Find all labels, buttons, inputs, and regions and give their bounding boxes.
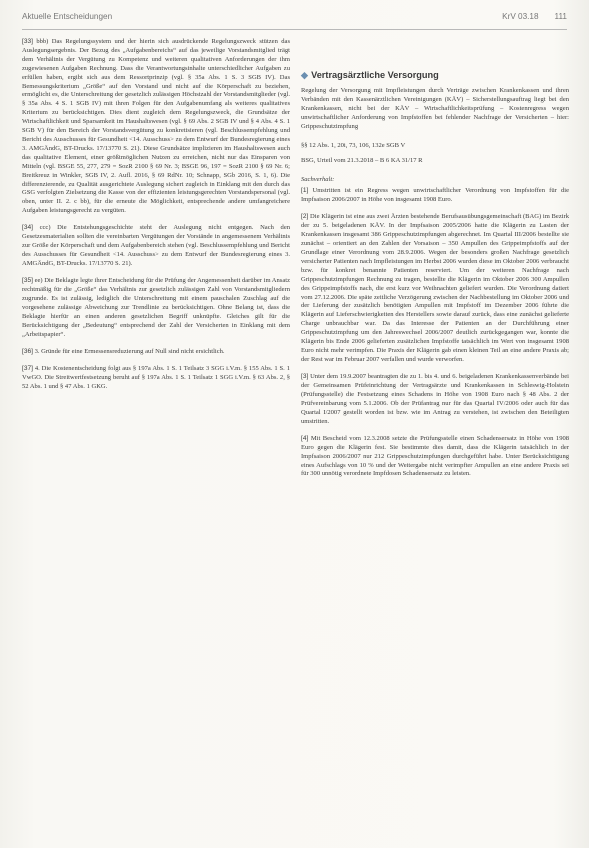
paragraph-text: Mit Bescheid vom 12.3.2008 setzte die Prüfungsstelle einen Schadensersatz in Höhe von 1908 Euro gegen die Klägerin fest. Sie bestimmte dies damit, dass die Klägerin tatsächlich in der Impfsaison 2006/2007 nur 212 Grippeschutzimpfungen durchgeführt habe. Unter Berücksichtigung eines Aufschlags von 10 % und der Weitergabe nicht verimpfter Ampullen an eine andere Praxis sei für 300 unnötig verordnete Impfdosen Schadensersatz zu leisten. — [301, 434, 570, 478]
paragraph-text: ccc) Die Entstehungsgeschichte steht der Auslegung nicht entgegen. Nach den Gesetzesmaterialien sollten die vereinbarten Vergütungen der Vorstände in angemessenem Verhältnis zur Größe der Körperschaft und dem Aufgabenbereich stehen (vgl. Beschlussempfehlung und Bericht des Ausschusses für Gesundheit <14. Ausschuss> zu dem Entwurf der Bundesregierung eines 3. AMGÄndG, BT-Drucks. 17/13770 S. 21). — [22, 224, 291, 268]
paragraph-number: [1] — [301, 187, 309, 195]
paragraph — [301, 213, 569, 364]
paragraph-text: bbb) Das Regelungssystem und der hierin sich ausdrückende Regelungszweck stützen das Auslegungsergebnis. Der Bezug des „Aufgabenbereichs“ auf das jeweilige Vorstandsmitglied trägt dem Verhältnis der Vergütung zu Kompetenz und weiteren qualitativen Anforderungen der ihm zugewiesenen Aufgaben Rechnung. Dass die Verantwortungsinhalte unterschiedlicher Aufgaben zu erfüllen haben, ergibt sich aus dem Ressortprinzip (vgl. § 35a Abs. 1 S. 3 SGB IV). Das Bemessungskriterium „Größe“ auf den Vorstand und nicht auf die Körperschaft zu beziehen, ermöglicht es, die Unterschreitung der gesetzlich zulässigen Höchstzahl der Vorstandsmitglieder (vgl. § 35a Abs. 4 S. 1 SGB IV) mit ihren Folgen für den Aufgabenumfang als weiteres qualitatives Kriterium zu berücksichtigen. Dies dient zugleich dem Regelungszweck, die Grundsätze der Wirtschaftlichkeit und Sparsamkeit im Haushaltswesen (vgl. § 69 Abs. 2 SGB IV und § 4 Abs. 4 S. 1 SGB V) für den Bereich der Vorstandsvergütung zu konkretisieren (vgl. Beschlussempfehlung und Bericht des Ausschusses für Gesundheit <14. Ausschuss> zu dem Entwurf der Bundesregierung eines 3. AMGÄndG, BT-Drucks. 17/13770 S. 21). Diese Grundsätze implizieren im Haushaltswesen auch das qualitative Element, einer größtmöglichen Nutzen zu erreichen, nicht nur das Einsparen von Mitteln (vgl. BSGE 55, 277, 279 = SozR 2100 § 69 Nr. 3; BSGE 96, 197 = SozR 2100 § 69 Nr. 6; Breitkreuz in Winkler, SGB IV, 2. Aufl. 2016, § 69 RdNr. 10; Schnapp, SGb 2016, S. 1, 6). Die differenzierende, zu Qualität ausgerichtete Auslegung sichert zugleich in Einklang mit den durch das GSG verfolgten Zielsetzung die Kasse von der effizienten leistungsgerechten Vorstandspersonal (vgl. oben, unter II. 2. c bb), für die erneute die Möglichkeit, entsprechende andere umfangreichere Aufgaben leistungsgerecht zu vergüten. — [22, 38, 290, 215]
running-head-journal — [502, 12, 567, 21]
facts-heading: Sachverhalt: — [301, 176, 335, 184]
paragraph-number: [33] — [22, 38, 33, 45]
paragraph — [22, 38, 290, 216]
headnote: Regelung der Versorgung mit Impfleistungen durch Verträge zwischen Krankenkassen und ihren Verbänden mit den Kassenärztlichen Vereinigungen (KÄV) – Sicherstellungsauftrag liegt bei den Krankenkassen, nicht bei der KÄV – Wirtschaftlichkeitsprüfung – Kostenregress wegen unwirtschaftlicher Anforderung von Impfstoffen bei fehlender Nachfrage der Versicherten – hier: Grippeschutzimpfung — [301, 87, 569, 130]
case-reference: BSG, Urteil vom 21.3.2018 – B 6 KA 31/17 R — [301, 157, 423, 165]
running-head-section: Aktuelle Entscheidungen — [22, 12, 113, 21]
paragraph-text: ee) Die Beklagte legte ihrer Entscheidung für die Prüfung der Angemessenheit darüber im Ansatz rechtmäßig für die „Größe“ das Verhältnis zur gesetzlich zulässigen Zahl von Vorstandsmitgliedern zugrunde. Es ist zulässig, lediglich die Unterschreitung mit einem pauschalen Zuschlag auf die vorgesehene zulässige Abweichung zur Trendlinie zu berücksichtigen. Ohne Belang ist, dass die Beklagte hierfür an einen anderen gesetzlichen Begriff unknüpfte. Gleiches gilt für die Berücksichtigung der „Bedeutung“ entsprechend der Zahl der Versicherten in Einklang mit dem „Arbeitspapier“. — [22, 277, 290, 338]
page-number: 111 — [554, 12, 567, 21]
paragraph-number: [36] — [22, 347, 33, 355]
paragraph — [301, 187, 569, 205]
paragraph — [22, 277, 290, 339]
paragraph-number: [34] — [22, 224, 33, 232]
paragraph — [22, 365, 290, 392]
paragraph — [22, 348, 290, 357]
legal-reference: §§ 12 Abs. 1, 20i, 73, 106, 132e SGB V — [301, 141, 406, 149]
section-title: Vertragsärztliche Versorgung — [311, 70, 439, 80]
left-column — [22, 38, 290, 400]
paragraph — [301, 435, 569, 480]
section-heading — [301, 70, 569, 81]
paragraph-number: [35] — [22, 277, 33, 285]
paragraph-number: [4] — [301, 434, 309, 442]
paragraph-number: [37] — [22, 365, 33, 373]
paragraph-text: Unter dem 19.9.2007 beantragten die zu 1. bis 4. und 6. beigeladenen Krankenkassenverbände bei der Gemeinsamen Prüfeinrichtung der Vertragsärzte und Krankenkassen in Schleswig-Holstein (Prüfungsstelle) die Festsetzung eines Schadens in Höhe von 1908 Euro nach § 48 Abs. 2 der Prüfvereinbarung vom 5.1.2006. Ob der Prüfantrag nur für das Quartal IV/2006 oder auch für das Quartal I/2007 gestellt worden ist bzw. wie im Antrag zu verstehen, ist zwischen den Beteiligten umstritten. — [301, 373, 569, 425]
paragraph-number: [2] — [301, 213, 309, 221]
paragraph-number: [3] — [301, 373, 309, 381]
paragraph-text: 4. Die Kostenentscheidung folgt aus § 197a Abs. 1 S. 1 Teilsatz 3 SGG i.V.m. § 155 Abs. 1 S. 1 VwGO. Die Streitwertfestsetzung beruht auf § 197a Abs. 1 S. 1 Teilsatz 1 SGG i.V.m. § 63 Abs. 2, § 52 Abs. 1 und § 47 Abs. 1 GKG. — [22, 365, 290, 390]
journal-issue: KrV 03.18 — [502, 12, 539, 21]
paragraph-text: Die Klägerin ist eine aus zwei Ärzten bestehende Berufsausübungsgemeinschaft (BAG) im Bezirk der zu 5. beigeladenen KÄV. In der Impfsaison 2005/2006 hatte die Klägerin zu Lasten der Krankenkassen insgesamt 386 Grippeschutzimpfungen abgerechnet. Im Quartal III/2006 bestellte sie zunächst – orientiert an den Zahlen der Vorsaison – 350 Ampullen des Grippeimpfstoffs auf der Grundlage einer Verordnung vom 28.9.2006. Wegen der besonders großen Nachfrage gesetzlich versicherter Patienten nach Impfleistungen im Herbst 2006 wurden diese im Oktober 2006 verbraucht bzw. für konkret benannte Patienten reserviert. Um der weiteren Nachfrage nach Grippeschutzimpfungen Rechnung zu tragen, bestellte die Klägerin im Oktober 2006 300 Ampullen des Grippeimpfstoffs nach, die erst kurz vor Weihnachten geliefert wurden. Die Verordnung datiert vom 27.12.2006. Die späte zeitliche Verzögerung zwischen der Nachbestellung im Oktober 2006 und der Lieferung der zusätzlich benötigten Ampullen mit Impfstoff im Dezember 2006 führte die Klägerin auf Lieferschwierigkeiten des Herstellers sowie darauf zurück, dass eine zunächst gelieferte Charge unbrauchbar war. Da das Interesse der Patienten an der Durchführung einer Grippeschutzimpfung um den Jahreswechsel 2006/2007 deutlich zurückgegangen war, konnte die Klägerin bis Ende 2006 gelieferten zusätzlichen Impfstoffe tatsächlich im Wert von insgesamt 1908 Euro nicht mehr verimpfen. Die Praxis der Klägerin gab einen kleinen Teil an eine andere Praxis ab; der Rest war im Februar 2007 verfallen und wurde verworfen. — [301, 213, 569, 363]
diamond-icon: ◆ — [301, 70, 309, 80]
right-column — [301, 38, 569, 488]
paragraph-text: Umstritten ist ein Regress wegen unwirtschaftlicher Verordnung von Impfstoffen für die Impfsaison 2006/2007 in Höhe von insgesamt 1908 Euro. — [301, 187, 569, 204]
paragraph — [22, 224, 290, 269]
paragraph-text: 3. Gründe für eine Ermessensreduzierung auf Null sind nicht ersichtlich. — [34, 347, 225, 355]
paragraph — [301, 373, 569, 426]
running-head — [22, 10, 567, 30]
